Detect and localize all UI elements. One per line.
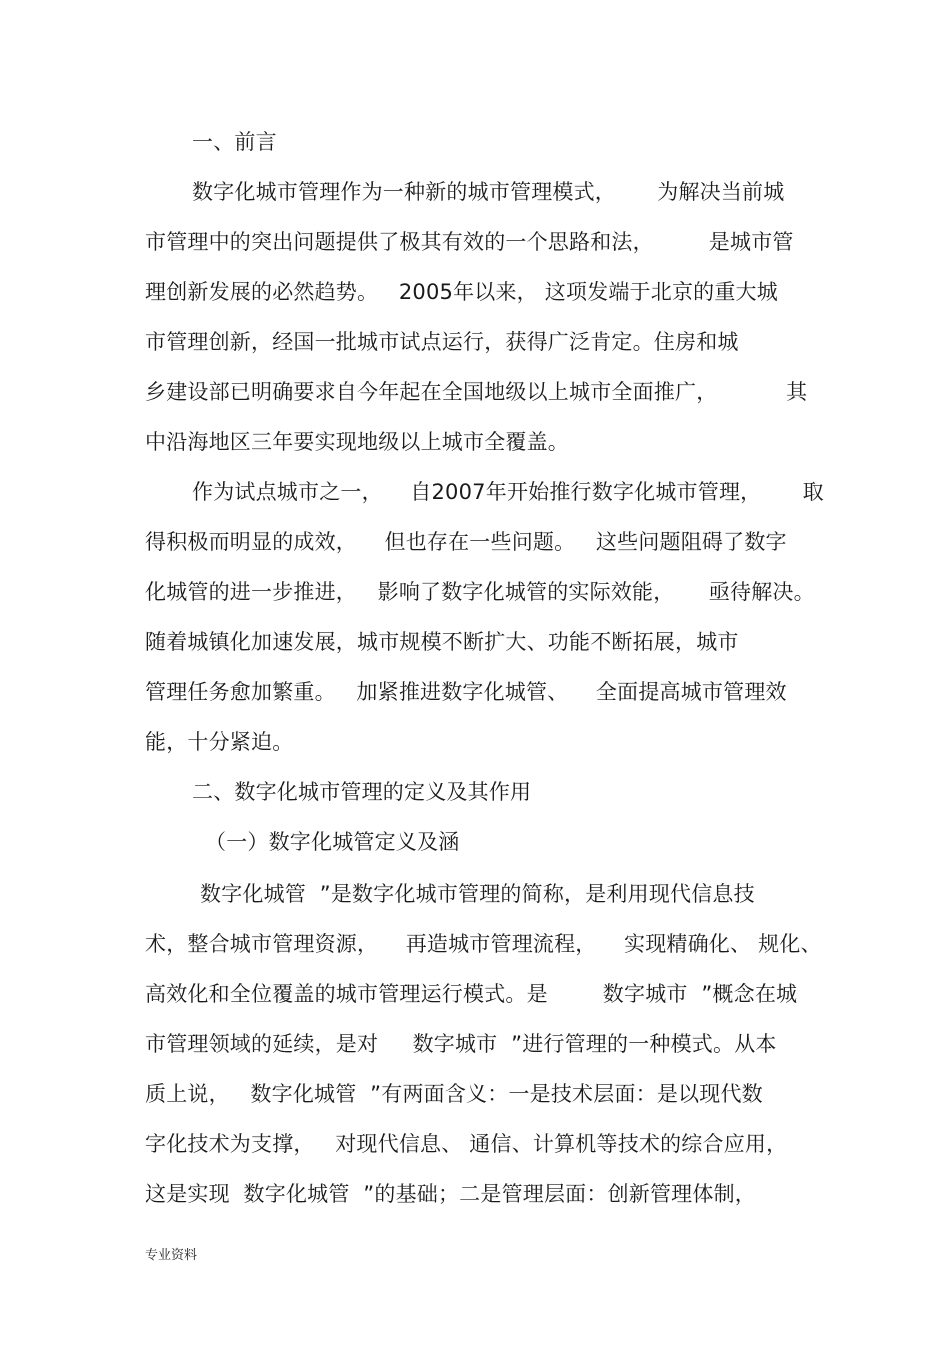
heading-definition-section: 二、数字化城市管理的定义及其作用 [192, 780, 532, 804]
paragraph-line: 随着城镇化加速发展，城市规模不断扩大、功能不断拓展，城市 [145, 630, 739, 654]
paragraph-line: 这是实现 数字化城管 ”的基础；二是管理层面：创新管理体制， [145, 1182, 756, 1206]
paragraph-line: 管理任务愈加繁重。 加紧推进数字化城管、 全面提高城市管理效 [145, 680, 787, 704]
paragraph-line: 理创新发展的必然趋势。 2005年以来， 这项发端于北京的重大城 [145, 280, 778, 304]
paragraph-line: 化城管的进一步推进， 影响了数字化城管的实际效能， 亟待解决。 [145, 580, 815, 604]
page-footer: 专业资料 [145, 1248, 198, 1263]
paragraph-line: 高效化和全位覆盖的城市管理运行模式。是 数字城市 ”概念在城 [145, 982, 798, 1006]
paragraph-line: 字化技术为支撑， 对现代信息、 通信、计算机等技术的综合应用， [145, 1132, 788, 1156]
paragraph-line: 市管理领域的延续，是对 数字城市 ”进行管理的一种模式。从本 [145, 1032, 777, 1056]
heading-preface: 一、前言 [192, 130, 277, 154]
paragraph-line: 质上说， 数字化城管 ”有两面含义：一是技术层面：是以现代数 [145, 1082, 763, 1106]
paragraph-line: 数字化城市管理作为一种新的城市管理模式， 为解决当前城 [192, 180, 785, 204]
paragraph-line: 能，十分紧迫。 [145, 730, 294, 754]
paragraph-line: 作为试点城市之一， 自2007年开始推行数字化城市管理， 取 [192, 480, 824, 504]
paragraph-line: 市管理创新，经国一批城市试点运行，获得广泛肯定。住房和城 [145, 330, 739, 354]
paragraph-line: 数字化城管 ”是数字化城市管理的简称，是利用现代信息技 [200, 882, 755, 906]
paragraph-line: 术，整合城市管理资源， 再造城市管理流程， 实现精确化、 规化、 [145, 932, 822, 956]
paragraph-line: 中沿海地区三年要实现地级以上城市全覆盖。 [145, 430, 569, 454]
paragraph-line: 得积极而明显的成效， 但也存在一些问题。 这些问题阻碍了数字 [145, 530, 787, 554]
paragraph-line: 市管理中的突出问题提供了极其有效的一个思路和法， 是城市管 [145, 230, 794, 254]
paragraph-line: 乡建设部已明确要求自今年起在全国地级以上城市全面推广， 其 [145, 380, 808, 404]
subheading-definition: （一）数字化城管定义及涵 [205, 830, 460, 854]
